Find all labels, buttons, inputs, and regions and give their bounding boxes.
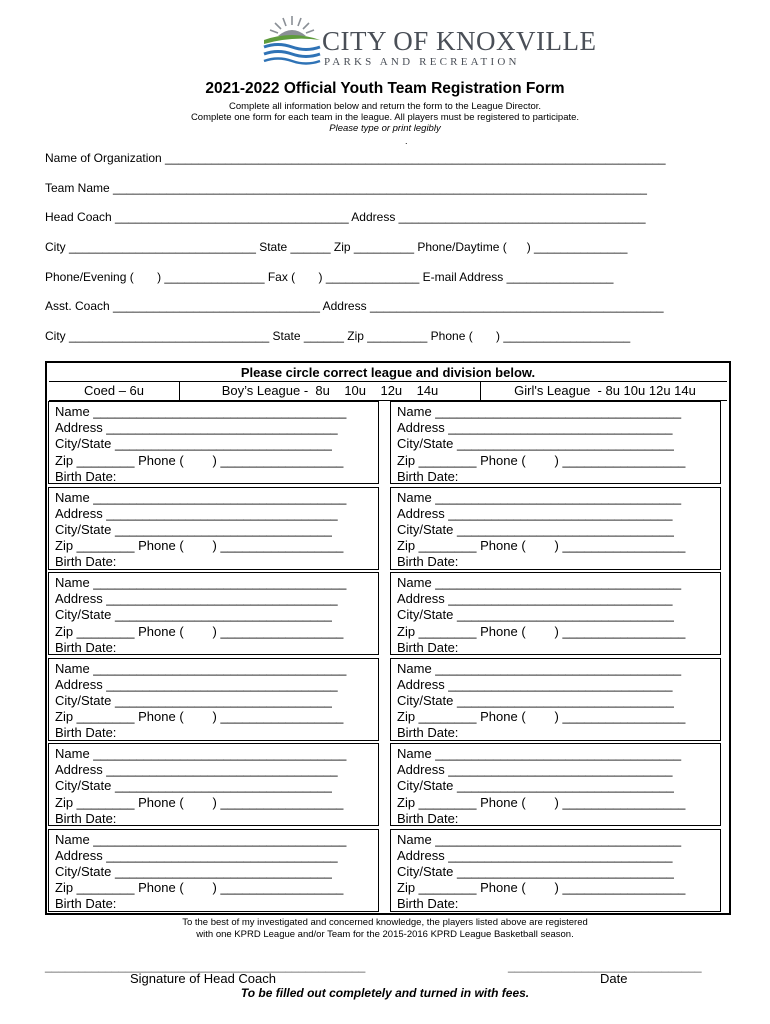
player-birth-date-field[interactable]: Birth Date: <box>55 468 117 484</box>
city-state-zip-field[interactable]: City ____________________________ State ______ Zip _________ Phone/Daytime ( ) ______________ <box>45 240 628 254</box>
player-city-state-field[interactable]: City/State ______________________________ <box>55 521 332 537</box>
player-city-state-field[interactable]: City/State ______________________________ <box>397 521 674 537</box>
player-address-field[interactable]: Address _______________________________ <box>397 505 673 521</box>
player-zip-phone-field[interactable]: Zip ________ Phone ( ) _________________ <box>397 794 686 810</box>
league-options-row <box>49 381 727 401</box>
player-name-field[interactable]: Name __________________________________ <box>397 404 682 419</box>
player-birth-date-field[interactable]: Birth Date: <box>397 468 459 484</box>
player-city-state-field[interactable]: City/State ______________________________ <box>55 692 332 708</box>
player-birth-date-field[interactable]: Birth Date: <box>55 810 117 826</box>
phone-evening-field[interactable]: Phone/Evening ( ) _______________ Fax ( ) ______________ E-mail Address ________________ <box>45 270 614 284</box>
player-name-field[interactable]: Name ___________________________________ <box>55 489 347 505</box>
player-name-field[interactable]: Name ___________________________________ <box>55 746 347 761</box>
player-name-field[interactable]: Name ___________________________________ <box>55 660 347 676</box>
head-coach-field[interactable]: Head Coach ___________________________________ Address _____________________________________ <box>45 210 646 224</box>
player-city-state-field[interactable]: City/State ______________________________ <box>397 607 674 623</box>
form-title: 2021-2022 Official Youth Team Registration Form <box>205 80 565 97</box>
player-birth-date-field[interactable]: Birth Date: <box>55 725 117 741</box>
team-name-field[interactable]: Team Name ________________________________________________________________________________ <box>45 181 647 195</box>
player-entry-left[interactable] <box>48 572 379 655</box>
player-birth-date-field[interactable]: Birth Date: <box>397 725 459 741</box>
certification-line-2: with one KPRD League and/or Team for the 2015-2016 KPRD League Basketball season. <box>196 929 574 940</box>
player-name-field[interactable]: Name __________________________________ <box>397 746 682 761</box>
player-zip-phone-field[interactable]: Zip ________ Phone ( ) _________________ <box>55 538 344 554</box>
player-name-field[interactable]: Name __________________________________ <box>397 831 682 847</box>
player-address-field[interactable]: Address ________________________________ <box>55 591 338 607</box>
player-city-state-field[interactable]: City/State ______________________________ <box>55 778 332 794</box>
player-address-field[interactable]: Address _______________________________ <box>397 420 673 436</box>
player-address-field[interactable]: Address ________________________________ <box>55 847 338 863</box>
player-city-state-field[interactable]: City/State ______________________________ <box>55 436 332 452</box>
player-city-state-field[interactable]: City/State ______________________________ <box>397 692 674 708</box>
player-name-field[interactable]: Name __________________________________ <box>397 489 682 505</box>
player-city-state-field[interactable]: City/State ______________________________ <box>397 863 674 879</box>
date-line[interactable]: _____________________________ <box>508 959 702 973</box>
player-entry-right[interactable] <box>390 487 721 570</box>
player-address-field[interactable]: Address _______________________________ <box>397 847 673 863</box>
player-birth-date-field[interactable]: Birth Date: <box>397 896 459 912</box>
dot-mark: . <box>405 136 408 146</box>
instruction-line-1: Complete all information below and return the form to the League Director. <box>228 101 542 112</box>
player-name-field[interactable]: Name __________________________________ <box>397 660 682 676</box>
player-zip-phone-field[interactable]: Zip ________ Phone ( ) _________________ <box>55 709 344 725</box>
boys-league-option[interactable]: Boy’s League - 8u 10u 12u 14u <box>180 382 481 400</box>
player-name-field[interactable]: Name __________________________________ <box>397 575 682 590</box>
player-birth-date-field[interactable]: Birth Date: <box>55 554 117 570</box>
player-address-field[interactable]: Address _______________________________ <box>397 591 673 607</box>
player-entry-left[interactable] <box>48 658 379 741</box>
player-birth-date-field[interactable]: Birth Date: <box>397 639 459 655</box>
player-address-field[interactable]: Address ________________________________ <box>55 676 338 692</box>
player-birth-date-field[interactable]: Birth Date: <box>55 639 117 655</box>
player-entry-left[interactable] <box>48 401 379 484</box>
player-entry-right[interactable] <box>390 743 721 826</box>
player-zip-phone-field[interactable]: Zip ________ Phone ( ) _________________ <box>55 623 344 639</box>
player-entry-right[interactable] <box>390 658 721 741</box>
signature-line[interactable]: ________________________________________________ <box>45 959 366 973</box>
player-entry-left[interactable] <box>48 743 379 826</box>
player-address-field[interactable]: Address _______________________________ <box>397 762 673 778</box>
girls-league-option[interactable]: Girl's League - 8u 10u 12u 14u <box>514 383 696 398</box>
player-zip-phone-field[interactable]: Zip ________ Phone ( ) _________________ <box>397 452 686 468</box>
asst-city-state-zip-field[interactable]: City ______________________________ State ______ Zip _________ Phone ( ) ___________________ <box>45 329 631 343</box>
player-name-field[interactable]: Name ___________________________________ <box>55 575 347 590</box>
sun-wave-icon <box>262 14 322 70</box>
player-entry-right[interactable] <box>390 829 721 912</box>
player-birth-date-field[interactable]: Birth Date: <box>397 554 459 570</box>
player-address-field[interactable]: Address _______________________________ <box>397 676 673 692</box>
player-zip-phone-field[interactable]: Zip ________ Phone ( ) _________________ <box>397 880 686 896</box>
player-city-state-field[interactable]: City/State ______________________________ <box>397 436 674 452</box>
asst-coach-field[interactable]: Asst. Coach _______________________________ Address ____________________________________________ <box>45 299 664 313</box>
player-entry-left[interactable] <box>48 829 379 912</box>
player-name-field[interactable]: Name ___________________________________ <box>55 404 347 419</box>
player-name-field[interactable]: Name ___________________________________ <box>55 831 347 847</box>
player-zip-phone-field[interactable]: Zip ________ Phone ( ) _________________ <box>55 880 344 896</box>
instruction-line-2: Complete one form for each team in the league. All players must be registered to participate. <box>190 112 580 123</box>
certification-line-1: To the best of my investigated and concerned knowledge, the players listed above are registered <box>182 917 588 928</box>
city-logo <box>262 14 597 70</box>
player-zip-phone-field[interactable]: Zip ________ Phone ( ) _________________ <box>55 452 344 468</box>
player-zip-phone-field[interactable]: Zip ________ Phone ( ) _________________ <box>397 623 686 639</box>
organization-field[interactable]: Name of Organization ___________________________________________________________________________ <box>45 151 666 165</box>
player-zip-phone-field[interactable]: Zip ________ Phone ( ) _________________ <box>397 709 686 725</box>
player-entry-right[interactable] <box>390 572 721 655</box>
player-birth-date-field[interactable]: Birth Date: <box>397 810 459 826</box>
player-zip-phone-field[interactable]: Zip ________ Phone ( ) _________________ <box>55 794 344 810</box>
logo-name: CITY OF KNOXVILLE <box>322 26 597 56</box>
player-address-field[interactable]: Address ________________________________ <box>55 762 338 778</box>
coed-league-option[interactable]: Coed – 6u <box>49 382 180 400</box>
signature-label: Signature of Head Coach <box>130 971 276 986</box>
instruction-line-3: Please type or print legibly <box>329 123 441 134</box>
player-city-state-field[interactable]: City/State ______________________________ <box>397 778 674 794</box>
player-city-state-field[interactable]: City/State ______________________________ <box>55 607 332 623</box>
logo-subtitle: PARKS AND RECREATION <box>324 56 520 68</box>
date-label: Date <box>600 971 628 986</box>
league-title: Please circle correct league and division below. <box>240 365 536 380</box>
final-note: To be filled out completely and turned in with fees. <box>240 986 530 1000</box>
player-city-state-field[interactable]: City/State ______________________________ <box>55 863 332 879</box>
player-address-field[interactable]: Address ________________________________ <box>55 505 338 521</box>
player-entry-left[interactable] <box>48 487 379 570</box>
player-birth-date-field[interactable]: Birth Date: <box>55 896 117 912</box>
player-entry-right[interactable] <box>390 401 721 484</box>
player-zip-phone-field[interactable]: Zip ________ Phone ( ) _________________ <box>397 538 686 554</box>
player-address-field[interactable]: Address ________________________________ <box>55 420 338 436</box>
